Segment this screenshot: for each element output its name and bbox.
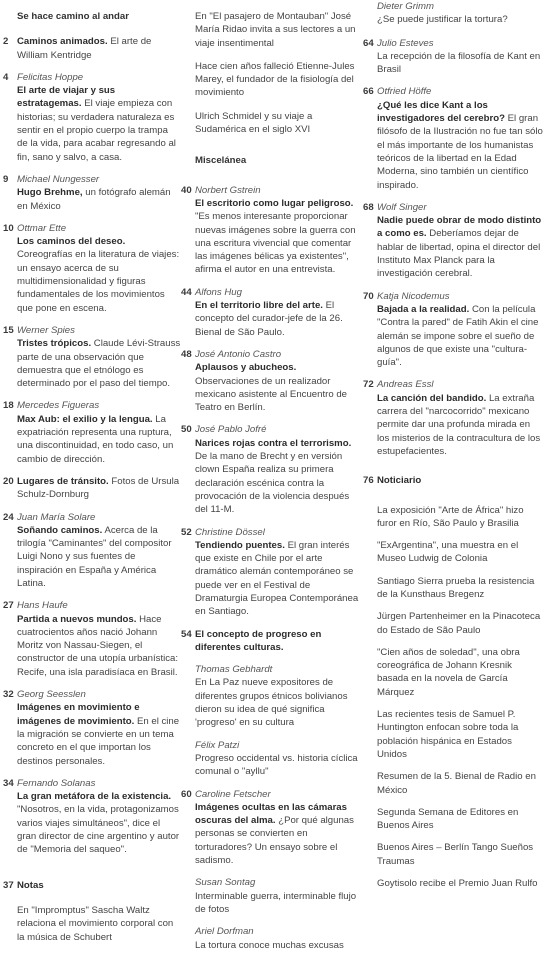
- sub-item: [181, 876, 359, 916]
- author: Andreas Essl: [377, 379, 434, 391]
- description: Fotos de Ursula Schulz-Dornburg: [17, 475, 180, 501]
- author: Hans Haufe: [17, 600, 68, 612]
- contents-entry: [3, 399, 181, 465]
- description: De la mano de Brecht y en versión clown España realiza su primera declaración escénica contra la provocación de la violencia después del 11-M.: [195, 451, 350, 516]
- contents-entry: [363, 378, 543, 458]
- notas-continued-list: [181, 10, 359, 136]
- article-title: Soñando caminos.: [17, 524, 103, 536]
- contents-entry: [363, 201, 543, 281]
- sub-items-list: [181, 663, 359, 778]
- page-number: 15: [3, 324, 14, 336]
- list-item: Hace cien años falleció Etienne-Jules Marey, el fundador de la fisiología del movimiento: [195, 60, 355, 99]
- description: ¿Por qué algunas personas se convierten en torturadores? Un ensayo sobre el sadismo.: [195, 815, 354, 867]
- page-number: 4: [3, 71, 9, 83]
- column-1: [3, 0, 181, 952]
- page-number: 52: [181, 526, 192, 538]
- article-title: El arte de viajar y sus estratagemas.: [17, 85, 116, 110]
- contents-entry: [3, 777, 181, 857]
- description: La recepción de la filosofía de Kant en Brasil: [377, 50, 541, 76]
- contents-entry: [363, 290, 543, 370]
- contents-entry: [3, 71, 181, 164]
- description: Deberíamos dejar de hablar de libertad, opina el director del Instituto Max Planck para la investigación cerebral.: [377, 228, 541, 280]
- article-title: ¿Qué les dice Kant a los investigadores del cerebro?: [377, 99, 505, 125]
- description: Hace cuatrocientos años nació Johann Moritz von Nassau-Siegen, el constructor de una utopía urbanística: Recife, una isla paradisíaca en Brasil.: [17, 613, 179, 678]
- list-item: La exposición "Arte de África" hizo furor en Río, São Paulo y Brasilia: [377, 504, 524, 529]
- author: Caroline Fetscher: [195, 788, 271, 800]
- list-item: "Cien años de soledad", una obra coreográfica de Johann Kresnik basada en la novela de García Márquez: [377, 646, 520, 698]
- author: Dieter Grimm: [377, 1, 435, 12]
- page-number: 66: [363, 86, 374, 98]
- contents-entry: [181, 184, 359, 277]
- author: Ottmar Ette: [17, 222, 67, 234]
- contents-entry: [363, 85, 543, 191]
- article-title: Narices rojas contra el terrorismo.: [195, 437, 352, 449]
- article-title: En el territorio libre del arte.: [195, 300, 323, 312]
- list-item: Buenos Aires – Berlín Tango Sueños Traumas: [377, 842, 534, 867]
- author: Ariel Dorfman: [195, 926, 254, 938]
- author: Alfons Hug: [195, 286, 242, 298]
- page-number: 44: [181, 286, 192, 298]
- contents-entry: [3, 599, 181, 679]
- contents-entry: [3, 324, 181, 390]
- list-item: En "Impromptus" Sascha Waltz relaciona el movimiento corporal con la música de Schubert: [17, 904, 174, 943]
- page-number: 2: [3, 36, 9, 48]
- page-number: 68: [363, 201, 374, 213]
- author: Christine Dössel: [195, 526, 265, 538]
- list-item: Segunda Semana de Editores en Buenos Aires: [377, 806, 519, 832]
- page-number: 60: [181, 788, 192, 800]
- article-title: Imágenes en movimiento e imágenes de movimiento.: [17, 702, 140, 727]
- contents-entry: [3, 511, 181, 591]
- page-number: 72: [363, 379, 374, 391]
- author: Thomas Gebhardt: [195, 664, 273, 676]
- description: ¿Se puede justificar la tortura?: [377, 14, 508, 26]
- section-title: Noticiario: [377, 475, 422, 487]
- column-2: [181, 0, 359, 961]
- page-number: 54: [181, 628, 192, 640]
- noticiario-heading: [363, 474, 543, 487]
- page-number: 27: [3, 600, 14, 612]
- page-number: 64: [363, 37, 374, 49]
- article-title: Imágenes ocultas en las cámaras oscuras del alma.: [195, 801, 347, 827]
- description: La extraña carrera del "narcocorrido" mexicano permite dar una profunda mirada en los misterios de la contracultura de los estupefacientes.: [377, 392, 541, 457]
- author: José Pablo Jofré: [195, 424, 267, 436]
- article-title: Bajada a la realidad.: [377, 303, 470, 315]
- article-title: La gran metáfora de la existencia.: [17, 791, 172, 803]
- contents-entry: [181, 348, 359, 414]
- author: Michael Nungesser: [17, 173, 100, 185]
- contents-entry: [3, 475, 181, 502]
- author: Felicitas Hoppe: [17, 71, 84, 83]
- section-title: Se hace camino al andar: [17, 11, 129, 22]
- description: un fotógrafo alemán en México: [17, 187, 171, 212]
- description: El viaje empieza con historias; su verdadera naturaleza es sentir en el propio cuerpo la trampa de la vida, para acabar regresando al fin, sano y salvo, a casa.: [17, 98, 176, 163]
- list-item: Santiago Sierra prueba la resistencia de la Kunsthaus Bregenz: [377, 575, 535, 600]
- notas-heading: [3, 879, 181, 892]
- description: Claude Lévi-Strauss parte de una observación que demuestra que el etnólogo es determinado por el paso del tiempo.: [17, 338, 181, 390]
- list-item: Ulrich Schmidel y su viaje a Sudamérica en el siglo XVI: [195, 110, 313, 136]
- author: Félix Patzi: [195, 739, 240, 751]
- list-item: Goytisolo recibe el Premio Juan Rulfo: [377, 878, 538, 890]
- contents-entry: [181, 286, 359, 339]
- entries-list: [363, 37, 543, 459]
- contents-entry: [3, 173, 181, 213]
- noticiario-list: [363, 504, 543, 891]
- page-number: 48: [181, 348, 192, 360]
- description: En La Paz nueve expositores de diferentes grupos étnicos bolivianos dieron su idea de qué significa 'progreso' en su cultura: [195, 677, 348, 729]
- article-title: Aplausos y abucheos.: [195, 362, 297, 374]
- description: La tortura conoce muchas excusas: [195, 939, 344, 951]
- page-number: 50: [181, 424, 192, 436]
- list-item: [363, 0, 543, 27]
- article-title: Lugares de tránsito.: [17, 475, 109, 487]
- author: Mercedes Figueras: [17, 400, 100, 412]
- description: El gran interés que existe en Chile por el arte dramático alemán contemporáneo se puede ver en el Festival de Dramaturgia Europea Contemporánea en Santiago.: [195, 539, 359, 618]
- contents-entry: [3, 222, 181, 315]
- author: Werner Spies: [17, 324, 75, 336]
- description: La expatriación representa una ruptura, una discontinuidad, en todo caso, un cambio de dirección.: [17, 413, 174, 465]
- article-title: Tendiendo puentes.: [195, 539, 285, 551]
- author: José Antonio Castro: [195, 348, 282, 360]
- section-title: Notas: [17, 879, 44, 891]
- page-number: 32: [3, 689, 14, 701]
- contents-entry: [3, 688, 181, 768]
- author: Julio Esteves: [377, 37, 434, 49]
- page-number: 37: [3, 879, 14, 891]
- page-number: 40: [181, 184, 192, 196]
- entries-list: [181, 184, 359, 655]
- article-title: Partida a nuevos mundos.: [17, 613, 137, 625]
- page-number: 10: [3, 222, 14, 234]
- contents-entry: [181, 526, 359, 619]
- description: Acerca de la trilogía "Caminantes" del compositor Luigi Nono y sus fuentes de inspiración en España y América Latina.: [17, 524, 172, 589]
- author: Wolf Singer: [377, 201, 427, 213]
- description: El arte de William Kentridge: [17, 36, 152, 61]
- description: El gran filósofo de la Ilustración no fue tan sólo el más importante de los humanistas teóricos de la libertad en la Edad Moderna, sino también un científico inspirado.: [377, 113, 543, 191]
- article-title: La canción del bandido.: [377, 392, 487, 404]
- page-number: 20: [3, 475, 14, 487]
- page-number: 18: [3, 400, 14, 412]
- contents-entry: [363, 37, 543, 77]
- page-number: 70: [363, 290, 374, 302]
- page-number: 24: [3, 511, 14, 523]
- description: Coreografías en la literatura de viajes: un ensayo acerca de su multidimensionalidad y figuras fundamentales de los movimientos que pone en escena.: [17, 249, 180, 314]
- notas-list: [3, 904, 181, 944]
- entries-list: [181, 788, 359, 868]
- section-title: Miscelánea: [195, 155, 247, 167]
- description: Observaciones de un realizador mexicano asistente al Encuentro de Teatro en Berlín.: [195, 375, 347, 414]
- list-item: Las recientes tesis de Samuel P. Huntington enfocan sobre toda la población hispánica en Estados Unidos: [377, 709, 519, 760]
- article-title: El concepto de progreso en diferentes culturas.: [195, 628, 322, 653]
- contents-entry: [181, 788, 359, 868]
- page-number: 9: [3, 173, 9, 185]
- article-title: Caminos animados.: [17, 36, 108, 48]
- description: Con la película "Contra la pared" de Fatih Akin el cine alemán se impone sobre el sueño de algunos de que existe una "cultura-guía".: [377, 303, 539, 369]
- description: "Nosotros, en la vida, protagonizamos varios viajes simultáneos", dice el gran director de cine argentino y autor de "Memoria del saqueo".: [17, 804, 180, 856]
- sub-item: [181, 739, 359, 779]
- description: Progreso occidental vs. historia cíclica comunal o "ayllu": [195, 752, 358, 778]
- author: Susan Sontag: [195, 877, 256, 889]
- list-item: "ExArgentina", una muestra en el Museo Ludwig de Colonia: [377, 540, 519, 565]
- author: Norbert Gstrein: [195, 184, 261, 196]
- list-item: Resumen de la 5. Bienal de Radio en México: [377, 771, 536, 796]
- description: El concepto del curador-jefe de la 26. Bienal de São Paulo.: [195, 300, 343, 338]
- page-number: 34: [3, 777, 14, 789]
- author: Katja Nicodemus: [377, 290, 450, 302]
- sub-item: [181, 663, 359, 729]
- sub-item: [181, 925, 359, 952]
- page-number: 76: [363, 475, 374, 487]
- article-title: Max Aub: el exilio y la lengua.: [17, 413, 153, 425]
- author: Georg Seesslen: [17, 689, 86, 701]
- column-3: [363, 0, 543, 899]
- sub-items-list: [181, 876, 359, 951]
- article-title: Nadie puede obrar de modo distinto a como es.: [377, 215, 542, 240]
- list-item: En "El pasajero de Montauban" José María Ridao invita a sus lectores a un viaje insentimental: [195, 11, 356, 49]
- contents-entry: [3, 35, 181, 62]
- author: Otfried Höffe: [377, 86, 432, 98]
- author: Fernando Solanas: [17, 777, 96, 789]
- article-title: Los caminos del deseo.: [17, 236, 126, 248]
- list-item: Jürgen Partenheimer en la Pinacoteca do Estado de São Paulo: [377, 611, 541, 636]
- contents-entry: [181, 423, 359, 516]
- description: Interminable guerra, interminable flujo de fotos: [195, 890, 357, 915]
- article-title: Tristes trópicos.: [17, 338, 92, 350]
- entries-list: [3, 35, 181, 856]
- article-title: Hugo Brehme,: [17, 187, 83, 199]
- contents-entry: [181, 628, 359, 655]
- description: En el cine la migración se convierte en un tema concreto en el que importan los destinos personales.: [17, 715, 180, 767]
- author: Juan María Solare: [17, 511, 96, 523]
- article-title: El escritorio como lugar peligroso.: [195, 197, 354, 209]
- description: "Es menos interesante proporcionar nuevas imágenes sobre la guerra con una escritura vivencial que comentar las imágenes bélicas ya existentes", afirma el autor en una entrevista.: [195, 211, 356, 276]
